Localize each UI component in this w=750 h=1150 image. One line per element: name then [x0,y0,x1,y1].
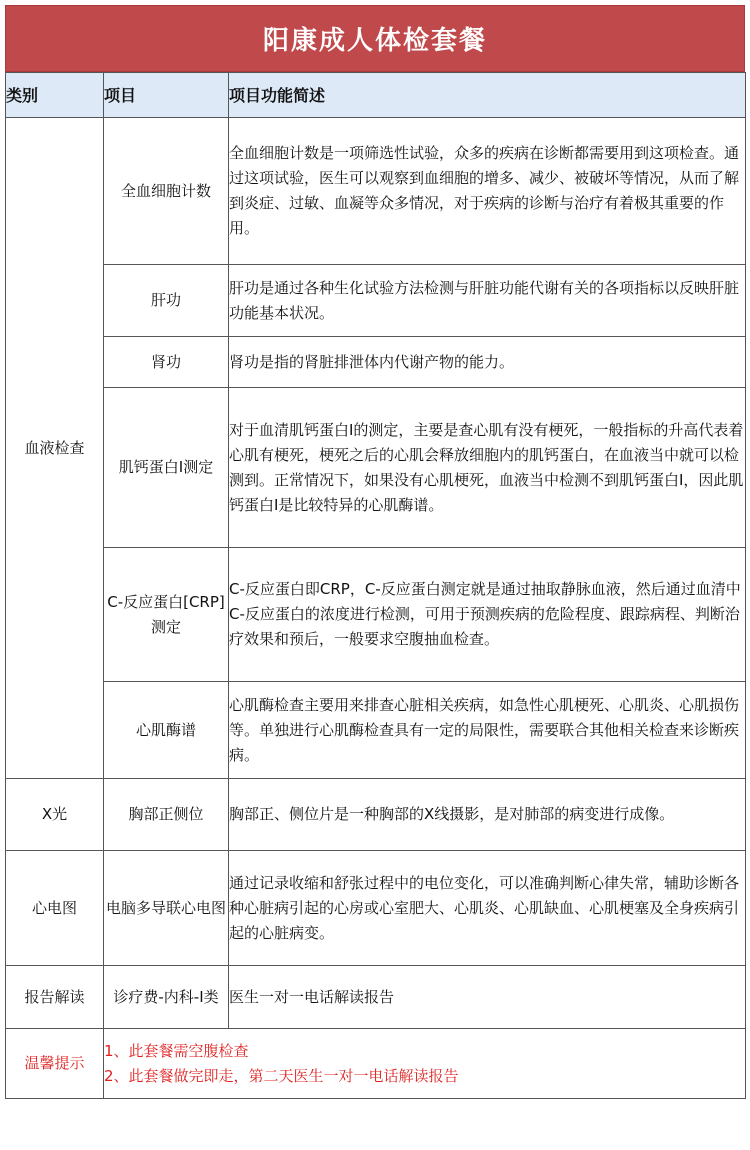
table-row [6,851,746,966]
item-cell: 诊疗费-内科-I类 [104,966,229,1029]
header-category: 类别 [6,73,104,118]
header-item: 项目 [104,73,229,118]
page-title: 阳康成人体检套餐 [5,5,745,72]
item-cell: 肝功 [104,265,229,337]
item-cell: 心肌酶谱 [104,682,229,779]
table-row [6,118,746,265]
header-description: 项目功能简述 [229,73,746,118]
description-cell: 心肌酶检查主要用来排查心脏相关疾病，如急性心肌梗死、心肌炎、心肌损伤等。单独进行心肌酶检查具有一定的局限性，需要联合其他相关检查来诊断疾病。 [229,682,746,779]
item-cell: 肌钙蛋白I测定 [104,388,229,548]
description-cell: 胸部正、侧位片是一种胸部的X线摄影，是对肺部的病变进行成像。 [229,779,746,851]
item-cell: 胸部正侧位 [104,779,229,851]
description-cell: 肝功是通过各种生化试验方法检测与肝脏功能代谢有关的各项指标以反映肝脏功能基本状况。 [229,265,746,337]
notice-label: 温馨提示 [6,1029,104,1099]
table-row [6,388,746,548]
item-cell: 肾功 [104,337,229,388]
category-ecg: 心电图 [6,851,104,966]
table-row [6,779,746,851]
table-row [6,966,746,1029]
item-cell: C-反应蛋白[CRP]测定 [104,548,229,682]
description-cell: C-反应蛋白即CRP，C-反应蛋白测定就是通过抽取静脉血液，然后通过血清中C-反应蛋白的浓度进行检测，可用于预测疾病的危险程度、跟踪病程、判断治疗效果和预后，一般要求空腹抽血检查。 [229,548,746,682]
category-xray: X光 [6,779,104,851]
description-cell: 医生一对一电话解读报告 [229,966,746,1029]
category-blood: 血液检查 [6,118,104,779]
table-row [6,548,746,682]
category-report: 报告解读 [6,966,104,1029]
notice-line-2: 2、此套餐做完即走，第二天医生一对一电话解读报告 [104,1066,459,1085]
table-row [6,682,746,779]
description-cell: 肾功是指的肾脏排泄体内代谢产物的能力。 [229,337,746,388]
notice-row [6,1029,746,1099]
table-row [6,337,746,388]
description-cell: 全血细胞计数是一项筛选性试验，众多的疾病在诊断都需要用到这项检查。通过这项试验，医生可以观察到血细胞的增多、减少、被破坏等情况，从而了解到炎症、过敏、血凝等众多情况，对于疾病的诊断与治疗有着极其重要的作用。 [229,118,746,265]
description-cell: 通过记录收缩和舒张过程中的电位变化，可以准确判断心律失常，辅助诊断各种心脏病引起的心房或心室肥大、心肌炎、心肌缺血、心肌梗塞及全身疾病引起的心脏病变。 [229,851,746,966]
description-cell: 对于血清肌钙蛋白I的测定，主要是查心肌有没有梗死，一般指标的升高代表着心肌有梗死，梗死之后的心肌会释放细胞内的肌钙蛋白，在血液当中就可以检测到。正常情况下，如果没有心肌梗死，血液当中检测不到肌钙蛋白I，因此肌钙蛋白I是比较特异的心肌酶谱。 [229,388,746,548]
item-cell: 电脑多导联心电图 [104,851,229,966]
notice-line-1: 1、此套餐需空腹检查 [104,1041,249,1060]
item-cell: 全血细胞计数 [104,118,229,265]
table-row [6,265,746,337]
table-header-row [6,73,746,118]
notice-text [104,1029,746,1099]
package-table [5,72,746,1099]
